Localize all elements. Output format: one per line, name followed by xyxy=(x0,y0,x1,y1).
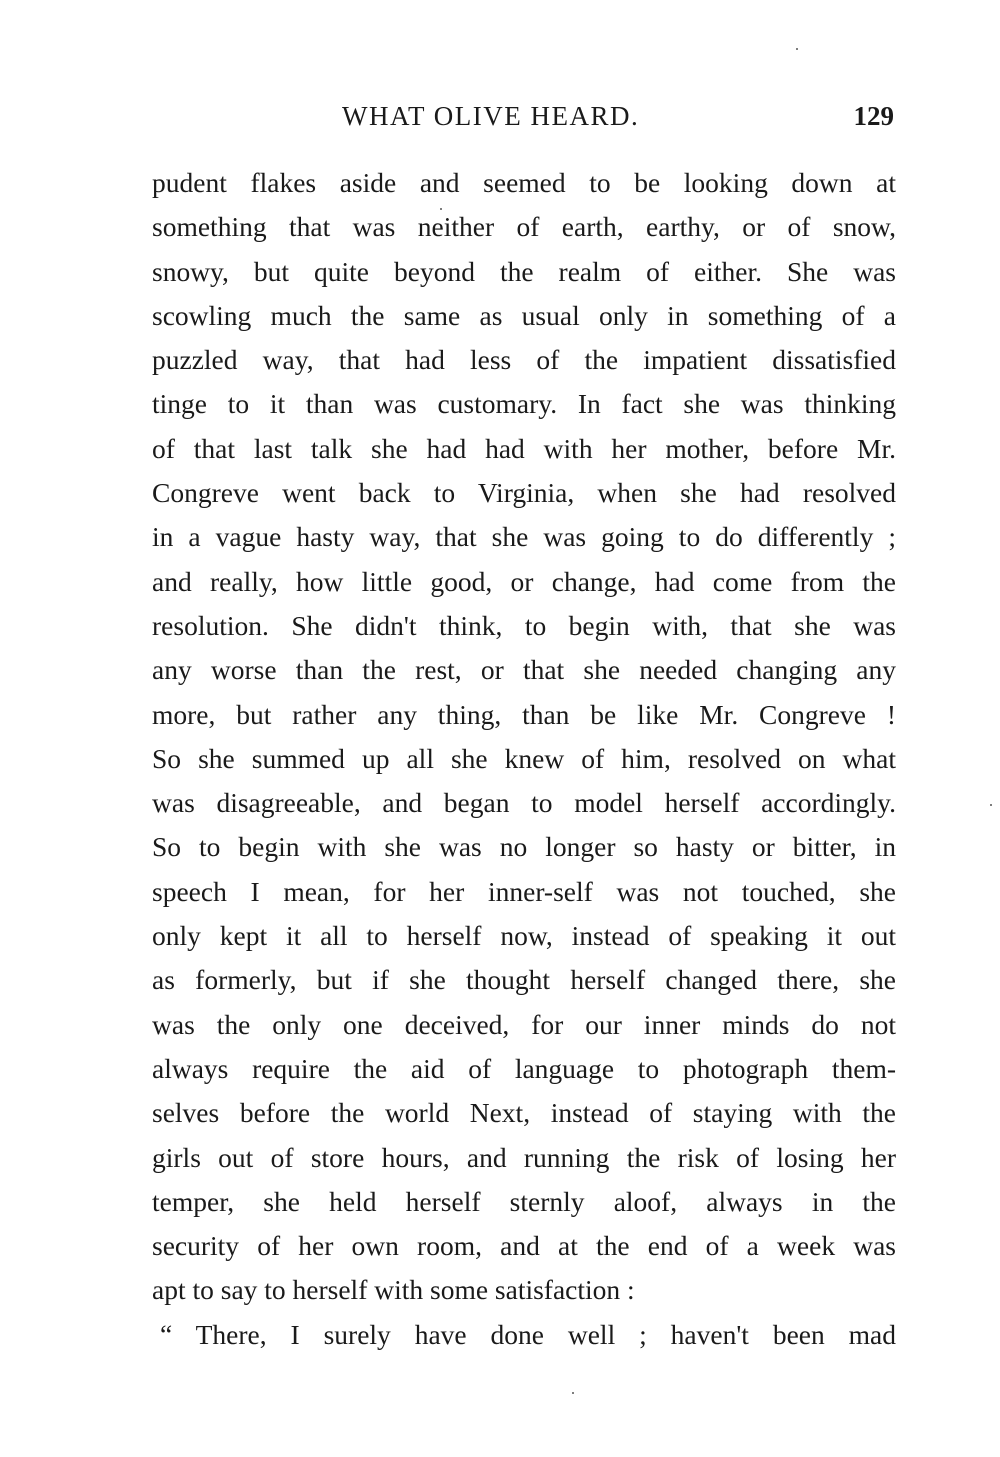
text-line: So to begin with she was no longer so hasty or bitter, in xyxy=(152,831,896,863)
text-line: always require the aid of language to photograph them- xyxy=(152,1052,896,1084)
body-text xyxy=(152,161,896,1357)
text-line: speech I mean, for her inner-self was not touched, she xyxy=(152,875,896,907)
text-line: So she summed up all she knew of him, resolved on what xyxy=(152,742,896,774)
print-speck xyxy=(440,208,442,210)
text-line: “ There, I surely have done well ; haven't been mad xyxy=(160,1318,896,1350)
print-speck xyxy=(990,804,992,806)
running-title: WHAT OLIVE HEARD. xyxy=(342,101,640,131)
text-line: as formerly, but if she thought herself changed there, she xyxy=(152,964,896,996)
text-line: only kept it all to herself now, instead of speaking it out xyxy=(152,920,896,952)
text-line: something that was neither of earth, earthy, or of snow, xyxy=(152,211,896,243)
text-line: any worse than the rest, or that she needed changing any xyxy=(152,654,896,686)
text-line: temper, she held herself sternly aloof, always in the xyxy=(152,1185,896,1217)
text-line: in a vague hasty way, that she was going to do differently ; xyxy=(152,521,896,553)
text-line: scowling much the same as usual only in something of a xyxy=(152,299,896,331)
text-line: Congreve went back to Virginia, when she had resolved xyxy=(152,477,896,509)
print-speck xyxy=(572,1392,574,1394)
text-line: was the only one deceived, for our inner minds do not xyxy=(152,1008,896,1040)
text-line: tinge to it than was customary. In fact she was thinking xyxy=(152,388,896,420)
page-number: 129 xyxy=(853,101,894,131)
text-line: girls out of store hours, and running the risk of losing her xyxy=(152,1141,896,1173)
text-line: puzzled way, that had less of the impatient dissatisfied xyxy=(152,344,896,376)
print-speck xyxy=(796,48,798,50)
text-line: resolution. She didn't think, to begin with, that she was xyxy=(152,609,896,641)
text-line: was disagreeable, and began to model herself accordingly. xyxy=(152,787,896,819)
text-line: of that last talk she had had with her mother, before Mr. xyxy=(152,432,896,464)
running-head xyxy=(152,96,896,136)
text-line: more, but rather any thing, than be like Mr. Congreve ! xyxy=(152,698,896,730)
text-line: pudent flakes aside and seemed to be looking down at xyxy=(152,167,896,198)
text-line: security of her own room, and at the end of a week was xyxy=(152,1230,896,1262)
text-line: selves before the world Next, instead of staying with the xyxy=(152,1097,896,1129)
text-line: snowy, but quite beyond the realm of either. She was xyxy=(152,255,896,287)
text-line: apt to say to herself with some satisfaction : xyxy=(152,1274,635,1306)
text-line: and really, how little good, or change, had come from the xyxy=(152,565,896,597)
